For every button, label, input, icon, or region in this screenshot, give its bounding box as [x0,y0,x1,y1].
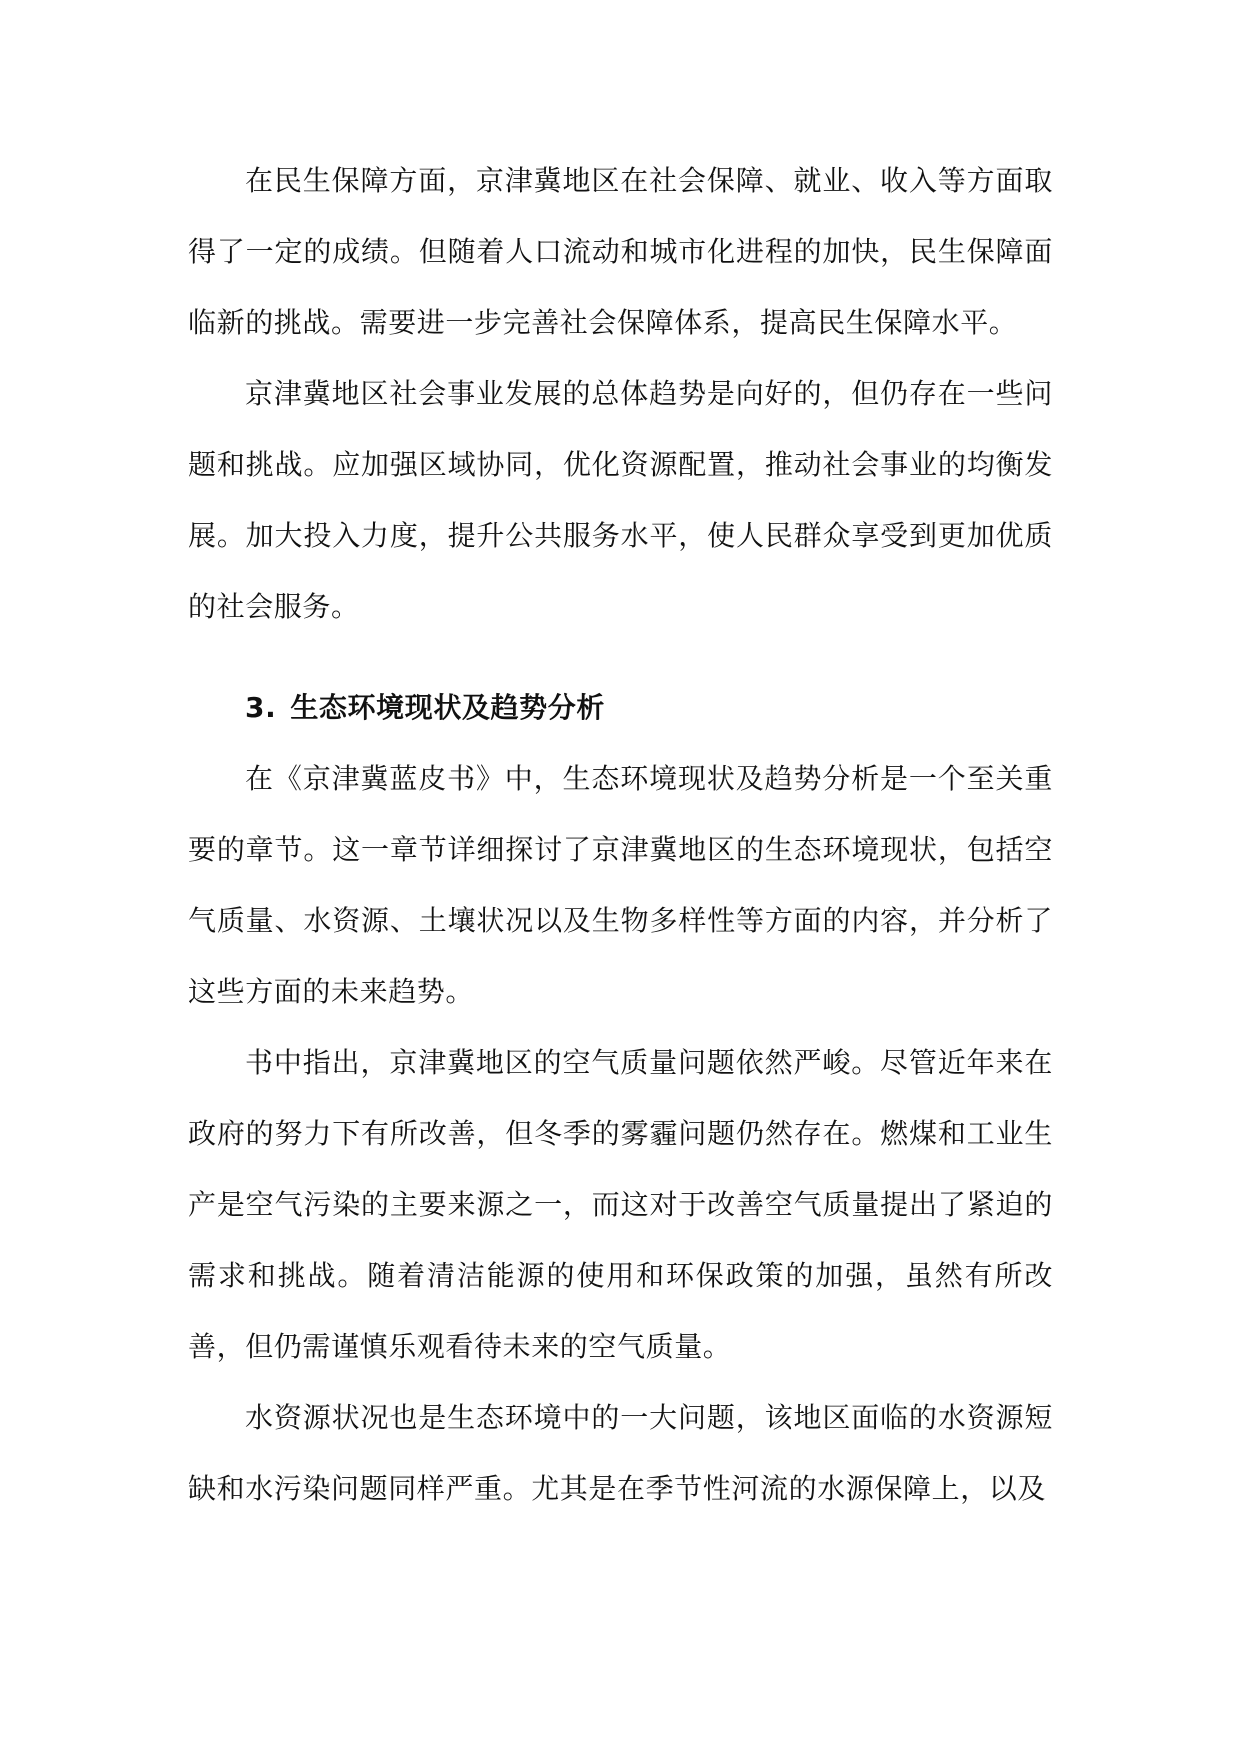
paragraph-livelihood: 在民生保障方面，京津冀地区在社会保障、就业、收入等方面取得了一定的成绩。但随着人口流动和城市化进程的加快，民生保障面临新的挑战。需要进一步完善社会保障体系，提高民生保障水平。 [188,164,1053,339]
paragraph-water-resources: 水资源状况也是生态环境中的一大问题，该地区面临的水资源短缺和水污染问题同样严重。尤其是在季节性河流的水源保障上，以及 [188,1401,1053,1505]
paragraph-social-trend: 京津冀地区社会事业发展的总体趋势是向好的，但仍存在一些问题和挑战。应加强区域协同，优化资源配置，推动社会事业的均衡发展。加大投入力度，提升公共服务水平，使人民群众享受到更加优质的社会服务。 [188,377,1053,623]
document-body [188,145,1053,1524]
section-title: 生态环境现状及趋势分析 [290,691,605,724]
paragraph-ecology-intro: 在《京津冀蓝皮书》中，生态环境现状及趋势分析是一个至关重要的章节。这一章节详细探讨了京津冀地区的生态环境现状，包括空气质量、水资源、土壤状况以及生物多样性等方面的内容，并分析了这些方面的未来趋势。 [188,762,1053,1008]
section-number: 3. [245,691,277,724]
section-heading [188,672,1053,743]
paragraph-air-quality: 书中指出，京津冀地区的空气质量问题依然严峻。尽管近年来在政府的努力下有所改善，但冬季的雾霾问题仍然存在。燃煤和工业生产是空气污染的主要来源之一，而这对于改善空气质量提出了紧迫的需求和挑战。随着清洁能源的使用和环保政策的加强，虽然有所改善，但仍需谨慎乐观看待未来的空气质量。 [188,1046,1053,1363]
section-spacer [188,642,1053,672]
